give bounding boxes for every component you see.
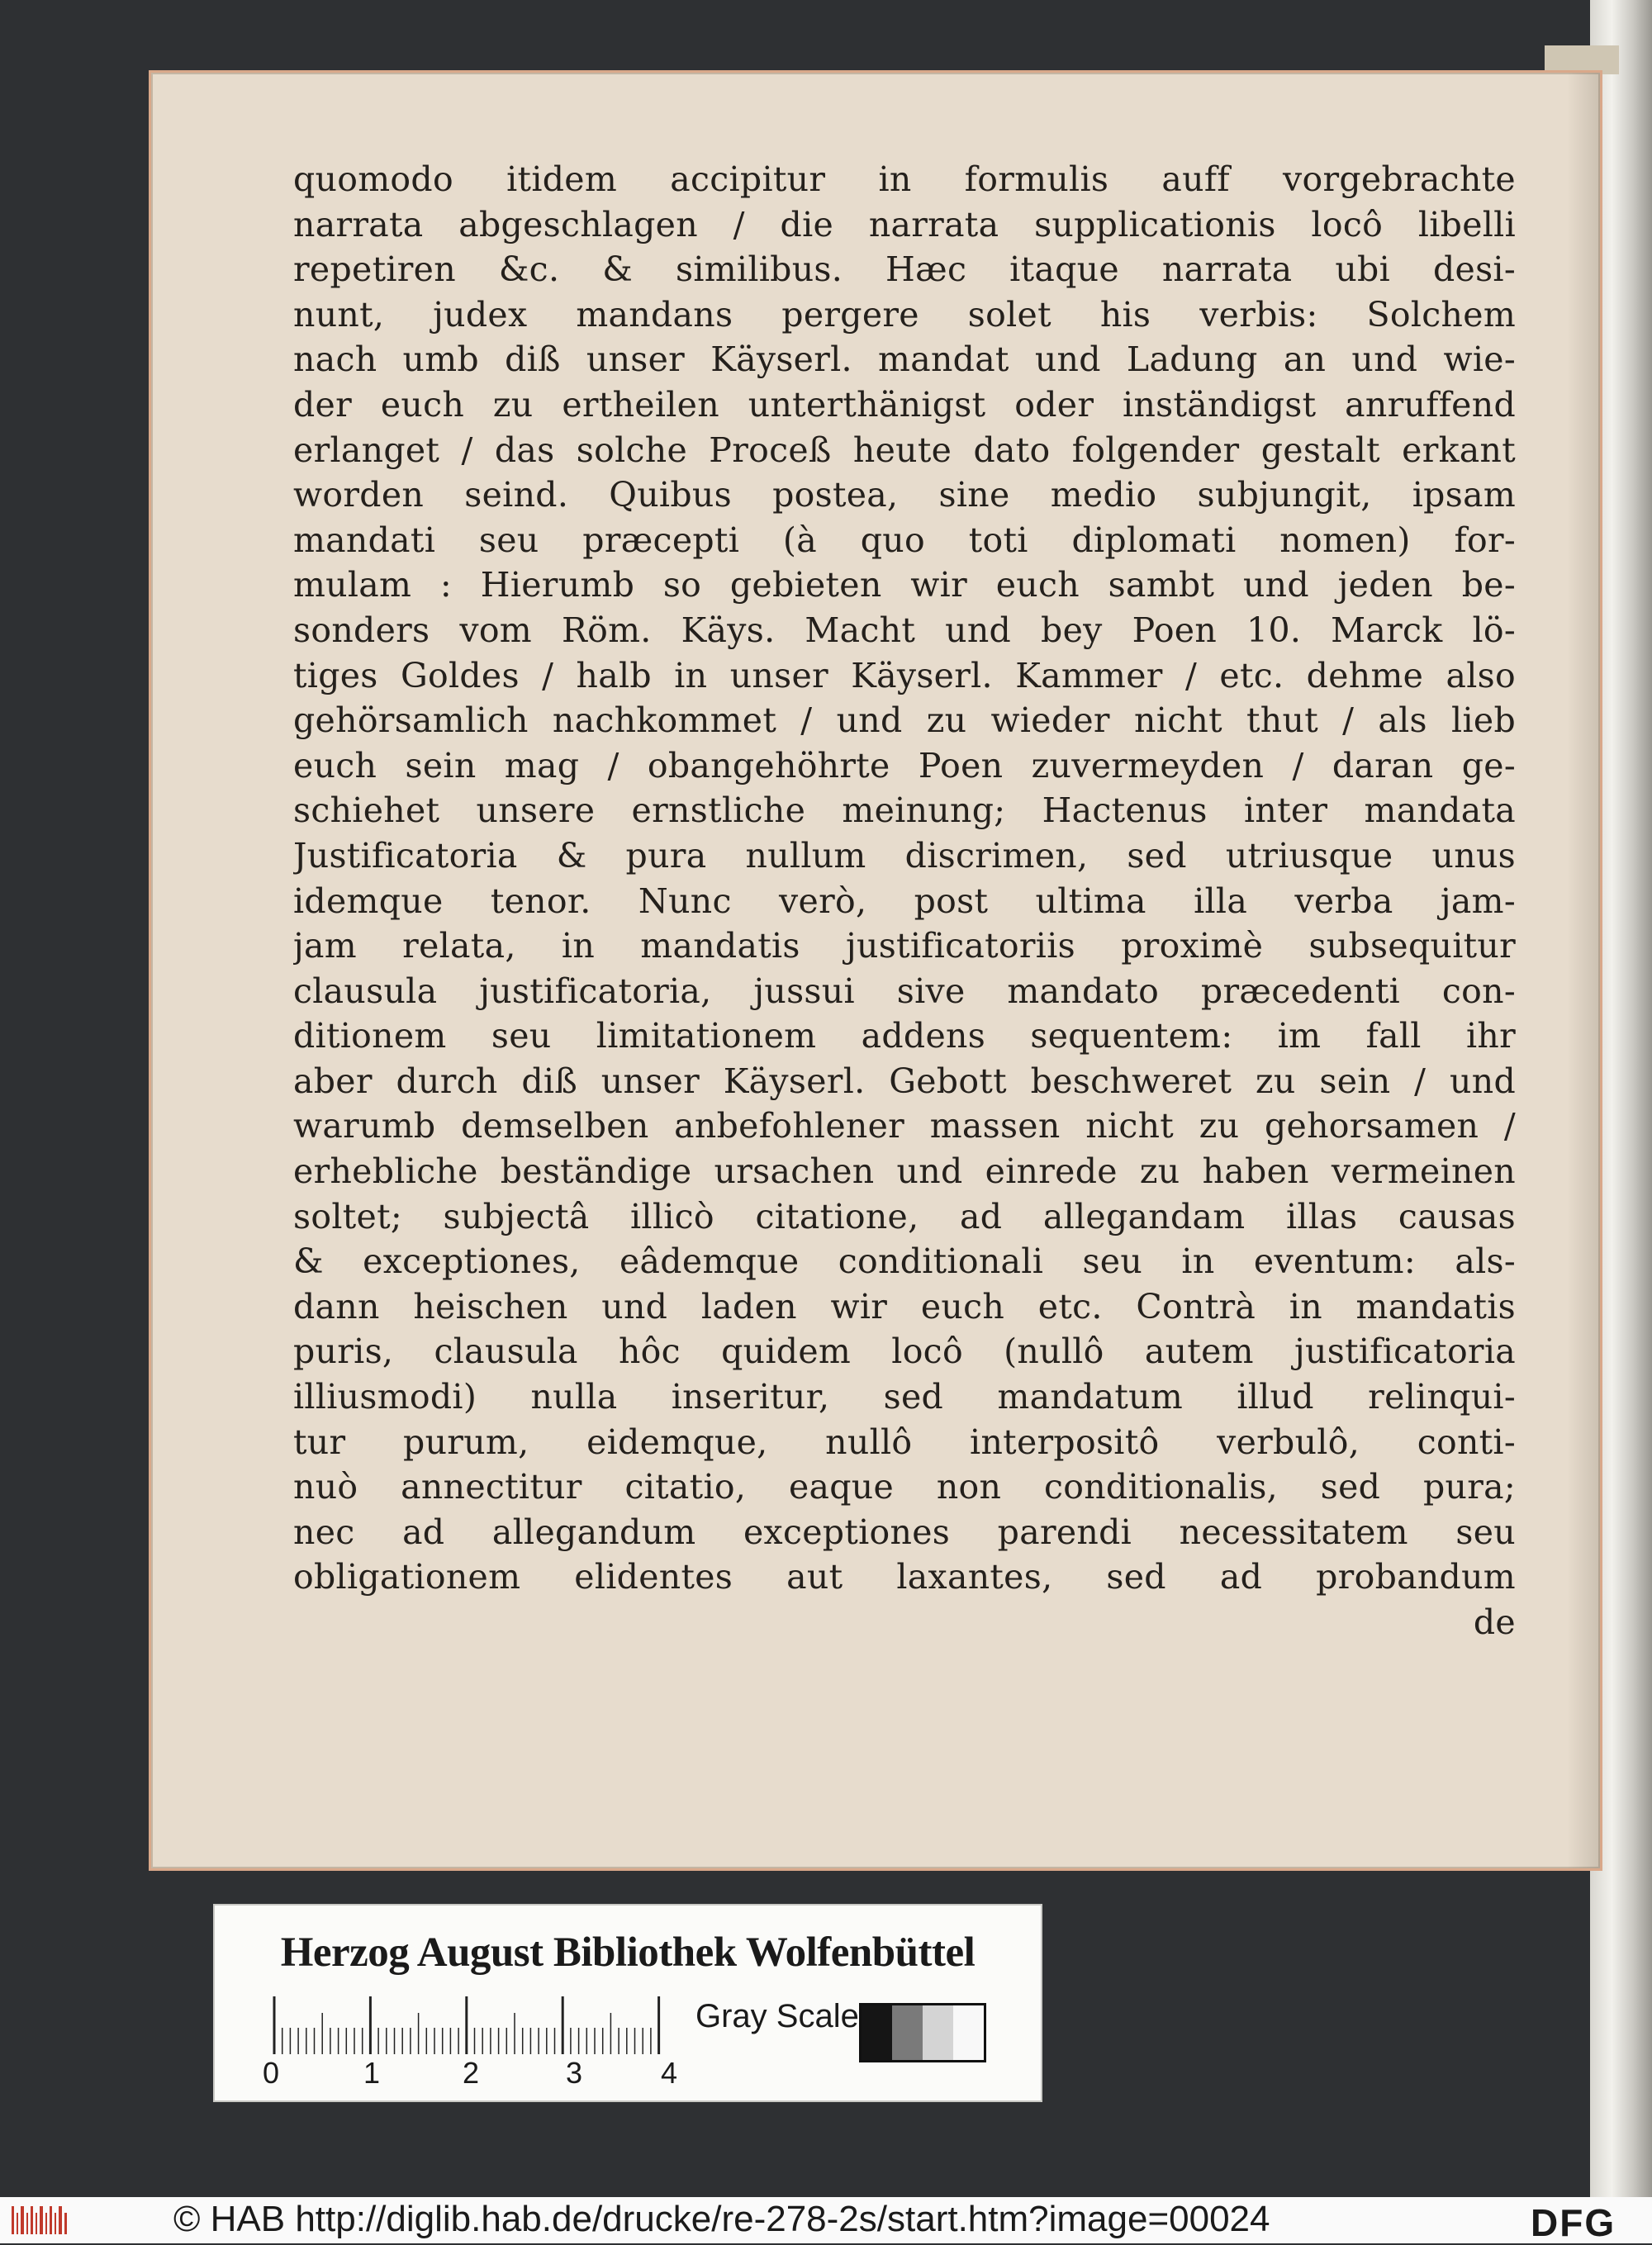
text-line: nec ad allegandum exceptiones parendi necessitatem seu: [293, 1512, 1516, 1552]
dfg-logo: DFG: [1531, 2201, 1616, 2244]
text-line: & exceptiones, eâdemque conditionali seu in eventum: als-: [293, 1241, 1516, 1282]
text-line: nuò annectitur citatio, eaque non conditionalis, sed pura;: [293, 1467, 1516, 1507]
text-line: mulam : Hierumb so gebieten wir euch sambt und jeden be-: [293, 565, 1516, 605]
gray-scale-bar: [859, 2003, 986, 2062]
footer-bar: [0, 2197, 1652, 2243]
text-line: der euch zu ertheilen unterthänigst oder inständigst anruffend: [293, 384, 1516, 425]
text-line: puris, clausula hôc quidem locô (nullô autem justificatoria: [293, 1331, 1516, 1372]
text-line: mandati seu præcepti (à quo toti diplomati nomen) for-: [293, 520, 1516, 560]
text-line: soltet; subjectâ illicò citatione, ad allegandam illas causas: [293, 1196, 1516, 1236]
text-line: erhebliche beständige ursachen und einrede zu haben vermeinen: [293, 1151, 1516, 1192]
ruler-number: 3: [566, 2056, 583, 2090]
text-line: worden seind. Quibus postea, sine medio subjungit, ipsam: [293, 475, 1516, 515]
gray-scale-swatch: [953, 2005, 984, 2060]
text-line: nach umb diß unser Käyserl. mandat und Ladung an und wie-: [293, 339, 1516, 380]
page-text-block: [293, 157, 1516, 1645]
text-line: warumb demselben anbefohlener massen nicht zu gehorsamen /: [293, 1106, 1516, 1146]
text-line: euch sein mag / obangehöhrte Poen zuvermeyden / daran ge-: [293, 745, 1516, 786]
text-line: illiusmodi) nulla inseritur, sed mandatum illud relinqui-: [293, 1377, 1516, 1417]
text-line: tur purum, eidemque, nullô interpositô verbulô, conti-: [293, 1422, 1516, 1462]
gray-scale-swatch: [862, 2005, 892, 2060]
text-line: dann heischen und laden wir euch etc. Contrà in mandatis: [293, 1286, 1516, 1327]
catchword: de: [1473, 1602, 1516, 1642]
text-line: ditionem seu limitationem addens sequentem: im fall ihr: [293, 1016, 1516, 1056]
text-line: sonders vom Röm. Käys. Macht und bey Poen 10. Marck lö-: [293, 610, 1516, 650]
ruler-number: 0: [263, 2056, 280, 2090]
text-line: repetiren &c. & similibus. Hæc itaque narrata ubi desi-: [293, 249, 1516, 290]
text-line: schiehet unsere ernstliche meinung; Hactenus inter mandata: [293, 790, 1516, 831]
text-line: quomodo itidem accipitur in formulis auff vorgebrachte: [293, 159, 1516, 199]
text-line: jam relata, in mandatis justificatoriis proximè subsequitur: [293, 926, 1516, 966]
footer-credit-link[interactable]: © HAB http://diglib.hab.de/drucke/re-278-2s/start.htm?image=00024: [173, 2199, 1270, 2239]
ruler-number: 4: [661, 2056, 678, 2090]
text-line: gehörsamlich nachkommet / und zu wieder nicht thut / als lieb: [293, 700, 1516, 741]
text-line: aber durch diß unser Käyserl. Gebott beschweret zu sein / und: [293, 1061, 1516, 1101]
text-line: clausula justificatoria, jussui sive mandato præcedenti con-: [293, 971, 1516, 1011]
library-name: Herzog August Bibliothek Wolfenbüttel: [280, 1929, 976, 1976]
text-line: Justificatoria & pura nullum discrimen, sed utriusque unus: [293, 835, 1516, 876]
ruler-scale: [273, 1996, 669, 2054]
text-line: idemque tenor. Nunc verò, post ultima illa verba jam-: [293, 880, 1516, 921]
text-line: tiges Goldes / halb in unser Käyserl. Kammer / etc. dehme also: [293, 655, 1516, 695]
text-line: narrata abgeschlagen / die narrata supplicationis locô libelli: [293, 204, 1516, 244]
text-line: nunt, judex mandans pergere solet his verbis: Solchem: [293, 294, 1516, 335]
gray-scale-label: Gray Scale: [695, 1998, 859, 2034]
ruler-number: 1: [363, 2056, 381, 2090]
ruler-number: 2: [463, 2056, 480, 2090]
gray-scale-swatch: [892, 2005, 923, 2060]
text-line: obligationem elidentes aut laxantes, sed ad probandum: [293, 1557, 1516, 1597]
gray-scale-swatch: [923, 2005, 953, 2060]
text-line: erlanget / das solche Proceß heute dato folgender gestalt erkant: [293, 430, 1516, 470]
hab-barcode-logo-icon: [10, 2204, 71, 2237]
scan-label-card: [213, 1904, 1042, 2102]
